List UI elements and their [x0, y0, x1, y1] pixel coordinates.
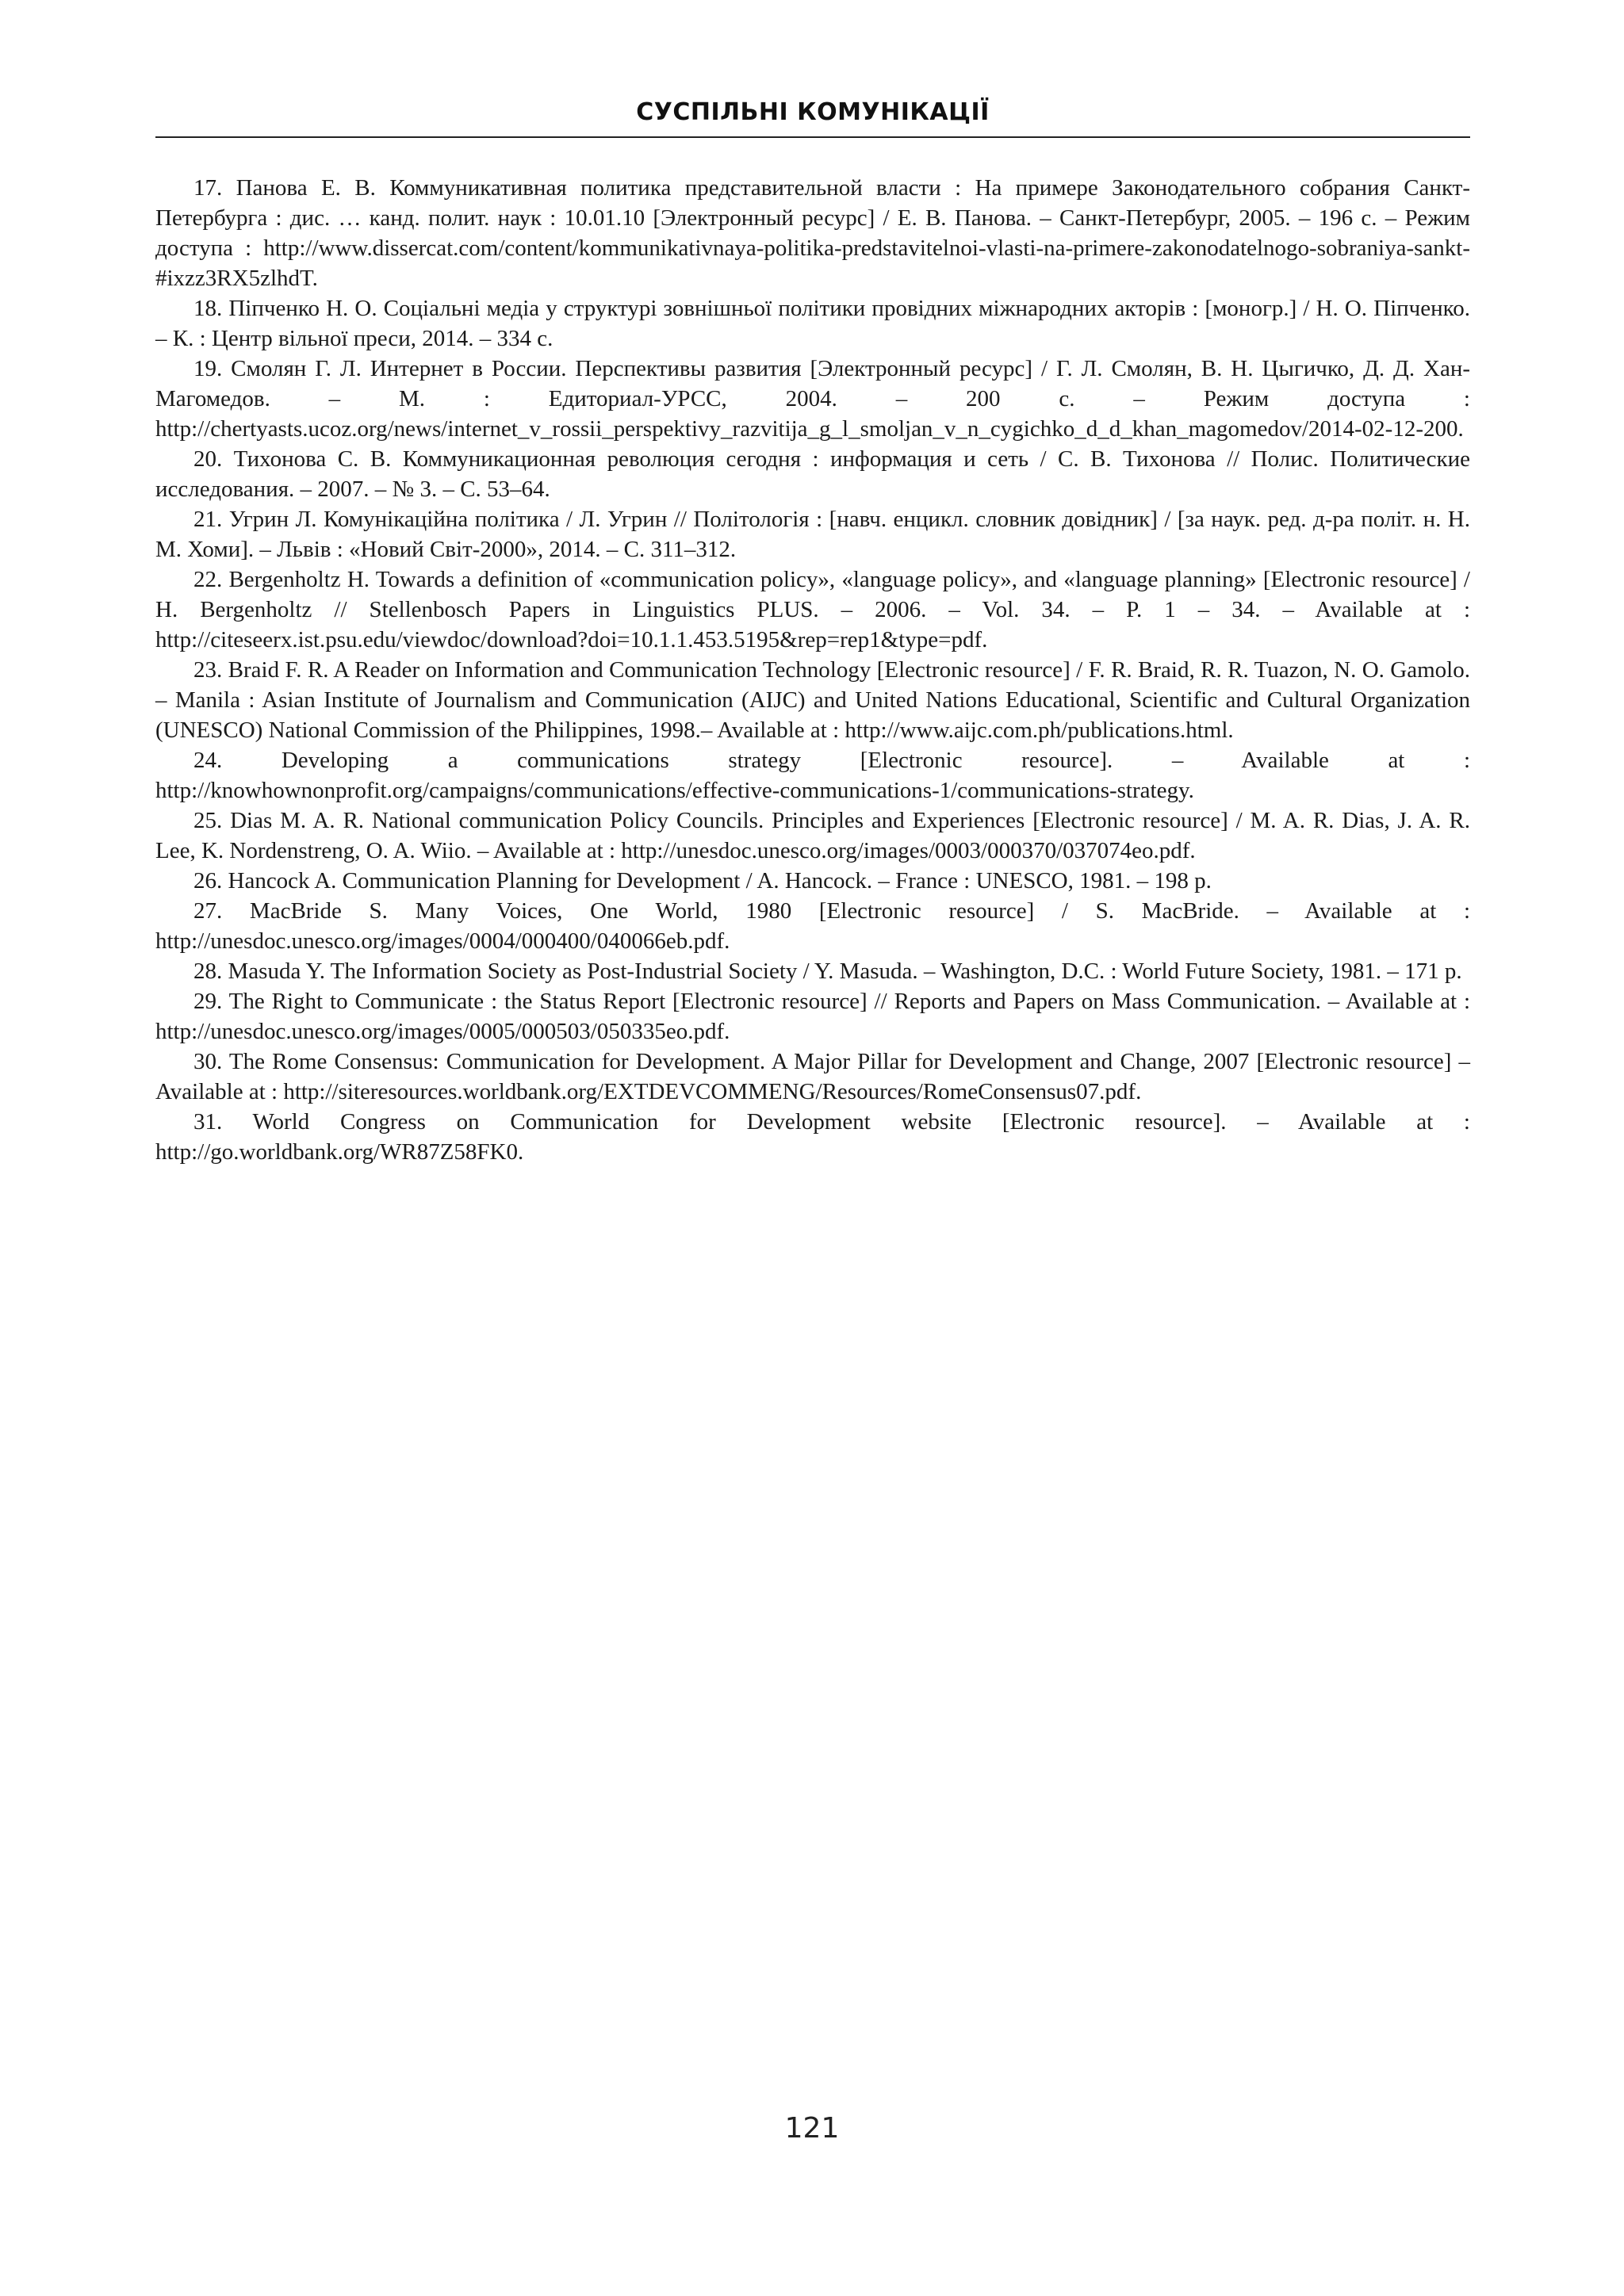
- reference-item-31: 31. World Congress on Communication for Development website [Electronic resource]. – Available at : http://go.worldbank.org/WR87Z58FK0.: [155, 1109, 1470, 1165]
- reference-item-23: 23. Braid F. R. A Reader on Information and Communication Technology [Electronic resource] / F. R. Braid, R. R. Tuazon, N. O. Gamolo. – Manila : Asian Institute of Journalism and Communication (AIJC) and United Nations Educational, Scientific and Cultural Organization (UNESCO) National Commission of the Philippines, 1998.– Available at : http://www.aijc.com.ph/publications.html.: [155, 657, 1470, 743]
- reference-item-27: 27. MacBride S. Many Voices, One World, 1980 [Electronic resource] / S. MacBride. – Available at : http://unesdoc.unesco.org/images/0004/000400/040066eb.pdf.: [155, 898, 1470, 954]
- running-header: [155, 94, 1470, 138]
- reference-item-28: 28. Masuda Y. The Information Society as Post-Industrial Society / Y. Masuda. – Washington, D.C. : World Future Society, 1981. – 171 p.: [193, 959, 1462, 984]
- reference-item-25: 25. Dias M. A. R. National communication Policy Councils. Principles and Experiences [Electronic resource] / M. A. R. Dias, J. A. R. Lee, K. Nordenstreng, O. A. Wiio. – Available at : http://unesdoc.unesco.org/images/0003/000370/037074eo.pdf.: [155, 808, 1470, 863]
- reference-item-18: 18. Піпченко Н. О. Соціальні медіа у структурі зовнішньої політики провідних міжнародних акторів : [моногр.] / Н. О. Піпченко. – К. : Центр вільної преси, 2014. – 334 с.: [155, 296, 1470, 351]
- reference-item-24: 24. Developing a communications strategy [Electronic resource]. – Available at : http://knowhownonprofit.org/campaigns/communications/effective-communications-1/communications-strategy.: [155, 748, 1470, 803]
- reference-item-29: 29. The Right to Communicate : the Status Report [Electronic resource] // Reports and Papers on Mass Communication. – Available at : http://unesdoc.unesco.org/images/0005/000503/050335eo.pdf.: [155, 989, 1470, 1044]
- reference-item-19: 19. Смолян Г. Л. Интернет в России. Перспективы развития [Электронный ресурс] / Г. Л. Смолян, В. Н. Цыгичко, Д. Д. Хан-Магомедов. – М. : Едиториал-УРСС, 2004. – 200 с. – Режим доступа : http://chertyasts.ucoz.org/news/internet_v_rossii_perspektivy_razvitija_g_l_smoljan_v_n_cygichko_d_d_khan_magomedov/2014-02-12-200.: [155, 356, 1470, 442]
- reference-item-22: 22. Bergenholtz H. Towards a definition of «communication policy», «language policy», and «language planning» [Electronic resource] / H. Bergenholtz // Stellenbosch Papers in Linguistics PLUS. – 2006. – Vol. 34. – P. 1 – 34. – Available at : http://citeseerx.ist.psu.edu/viewdoc/download?doi=10.1.1.453.5195&rep=rep1&type=pdf.: [155, 567, 1470, 652]
- reference-list: [155, 173, 1470, 1167]
- reference-item-21: 21. Угрин Л. Комунікаційна політика / Л. Угрин // Політологія : [навч. енцикл. словник довідник] / [за наук. ред. д-ра політ. н. Н. М. Хоми]. – Львів : «Новий Світ-2000», 2014. – С. 311–312.: [155, 507, 1470, 562]
- page-number: 121: [784, 2112, 840, 2145]
- reference-item-17: 17. Панова Е. В. Коммуникативная политика представительной власти : На примере Законодательного собрания Санкт-Петербурга : дис. … канд. полит. наук : 10.01.10 [Электронный ресурс] / Е. В. Панова. – Санкт-Петербург, 2005. – 196 с. – Режим доступа : http://www.dissercat.com/content/kommunikativnaya-politika-predstavitelnoi-vlasti-na-primere-zakonodatelnogo-sobraniya-sankt-#ixzz3RX5zlhdT.: [155, 175, 1470, 291]
- reference-item-30: 30. The Rome Consensus: Communication for Development. A Major Pillar for Development and Change, 2007 [Electronic resource] – Available at : http://siteresources.worldbank.org/EXTDEVCOMMENG/Resources/RomeConsensus07.pdf.: [155, 1049, 1470, 1104]
- reference-item-20: 20. Тихонова С. В. Коммуникационная революция сегодня : информация и сеть / С. В. Тихонова // Полис. Политические исследования. – 2007. – № 3. – С. 53–64.: [155, 446, 1470, 502]
- reference-item-26: 26. Hancock A. Communication Planning for Development / A. Hancock. – France : UNESCO, 1981. – 198 p.: [193, 868, 1212, 894]
- journal-section-title: СУСПІЛЬНІ КОМУНІКАЦІЇ: [636, 98, 990, 126]
